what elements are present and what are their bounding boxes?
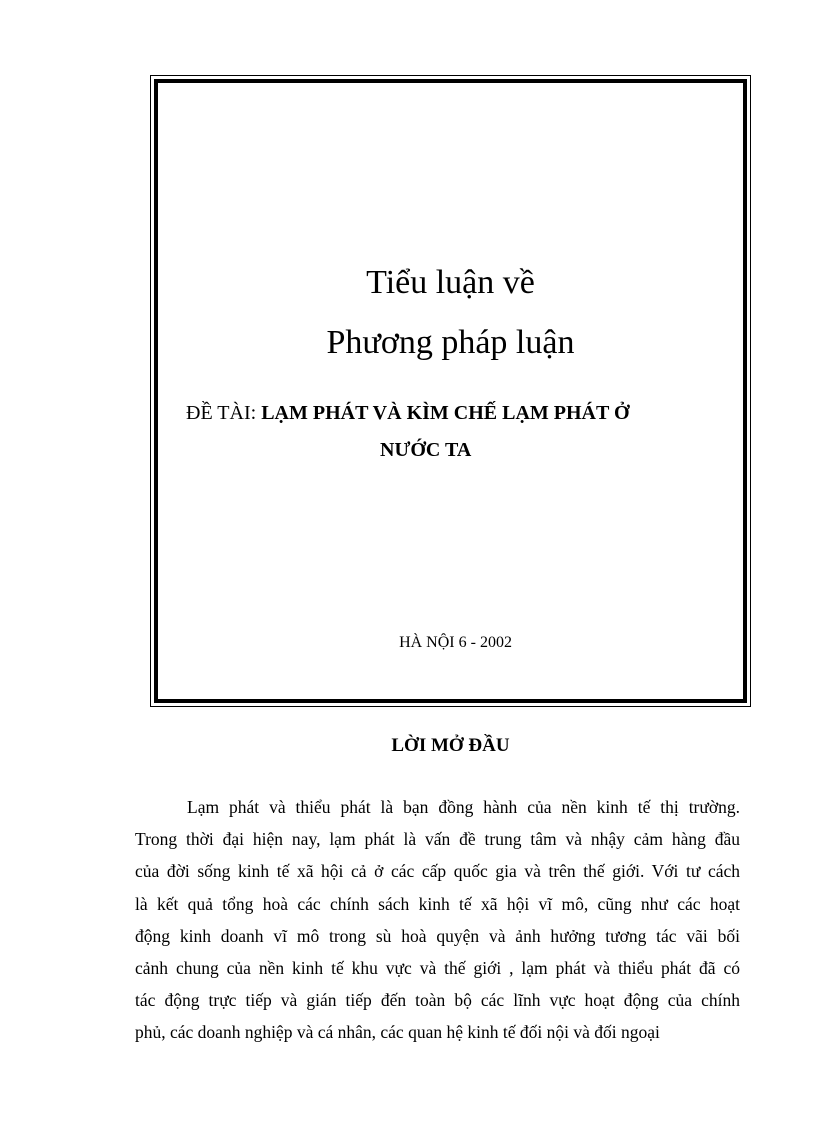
intro-paragraph: [135, 791, 740, 1049]
intro-heading: LỜI MỞ ĐẦU: [391, 735, 510, 756]
cover-place-date: HÀ NỘI 6 - 2002: [399, 634, 512, 651]
cover-frame-inner-border: [154, 79, 747, 703]
intro-line: động kinh doanh vĩ mô trong sù hoà quyện và ảnh hưởng tương tác vãi bối: [135, 925, 740, 946]
cover-title-line-1: Tiểu luận về: [366, 264, 535, 301]
intro-line: cảnh chung của nền kinh tế khu vực và thế giới , lạm phát và thiểu phát đã có: [135, 958, 740, 979]
intro-line: tác động trực tiếp và gián tiếp đến toàn bộ các lĩnh vực hoạt động của chính: [135, 990, 740, 1011]
cover-topic-text-line-2: NƯỚC TA: [380, 439, 472, 461]
cover-topic-text-line-1: LẠM PHÁT VÀ KÌM CHẾ LẠM PHÁT Ở: [261, 402, 630, 424]
intro-line: là kết quả tổng hoà các chính sách kinh tế xã hội vĩ mô, cũng như các hoạt: [135, 893, 740, 914]
intro-line: Lạm phát và thiểu phát là bạn đồng hành của nền kinh tế thị trường.: [187, 797, 740, 817]
intro-line: của đời sống kinh tế xã hội cả ở các cấp quốc gia và trên thế giới. Với tư cách: [135, 861, 740, 882]
intro-line: Trong thời đại hiện nay, lạm phát là vấn đề trung tâm và nhậy cảm hàng đầu: [135, 829, 740, 850]
cover-topic-label: ĐỀ TÀI:: [186, 402, 257, 424]
cover-title-line-2: Phương pháp luận: [326, 324, 575, 361]
cover-topic: [186, 400, 630, 426]
cover-frame: [150, 75, 751, 707]
intro-line: phủ, các doanh nghiệp và cá nhân, các quan hệ kinh tế đối nội và đối ngoại: [135, 1022, 660, 1043]
